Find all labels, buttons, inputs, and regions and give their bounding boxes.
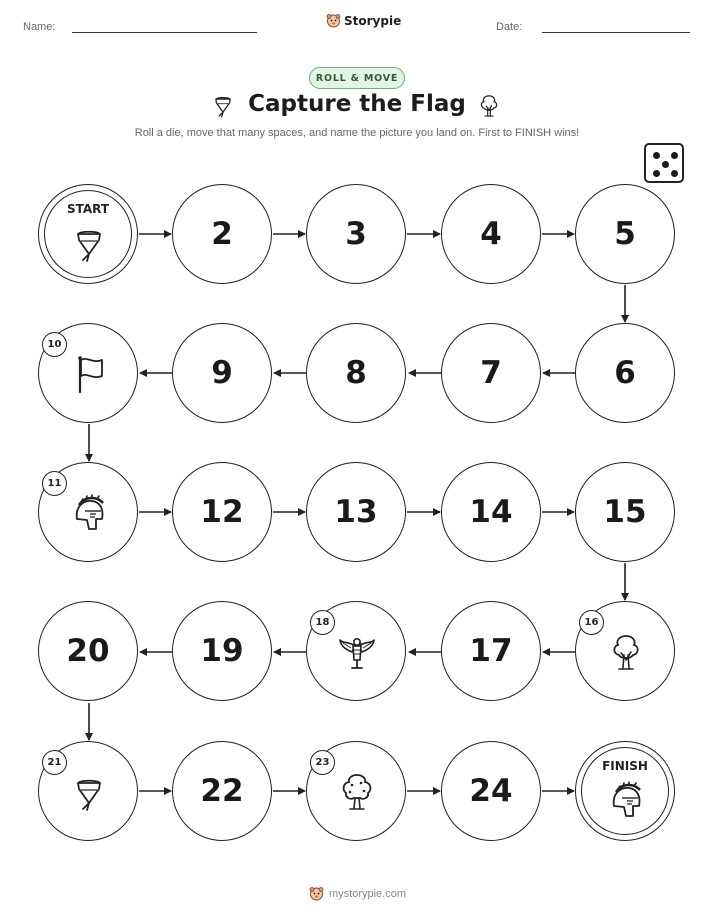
board-space-2[interactable]: [172, 184, 272, 284]
space-number-badge: 23: [310, 750, 335, 775]
footer-site-link[interactable]: mystorypie.com: [329, 887, 407, 900]
space-number: 14: [469, 494, 513, 530]
start-space[interactable]: [38, 184, 138, 284]
board-space-5[interactable]: [575, 184, 675, 284]
board-space-10[interactable]: [38, 323, 138, 423]
finish-label: FINISH: [602, 759, 648, 773]
page-title: Capture the Flag: [248, 91, 466, 117]
board-space-4[interactable]: [441, 184, 541, 284]
board-space-17[interactable]: [441, 601, 541, 701]
space-number: 4: [480, 216, 502, 252]
space-number: 13: [334, 494, 378, 530]
board-space-22[interactable]: [172, 741, 272, 841]
board-space-21[interactable]: [38, 741, 138, 841]
helmet-icon: [69, 493, 109, 533]
space-number: 7: [480, 355, 502, 391]
board-space-24[interactable]: [441, 741, 541, 841]
board-space-3[interactable]: [306, 184, 406, 284]
flag-icon: [69, 354, 109, 394]
space-number: 8: [345, 355, 367, 391]
space-number-badge: 18: [310, 610, 335, 635]
space-number: 2: [211, 216, 233, 252]
board-space-19[interactable]: [172, 601, 272, 701]
tree-icon: [337, 772, 377, 812]
space-number: 15: [603, 494, 647, 530]
name-label: Name:: [23, 21, 56, 33]
space-number-badge: 10: [42, 332, 67, 357]
bandana-icon: [69, 772, 109, 812]
footer: [309, 886, 406, 901]
board-space-9[interactable]: [172, 323, 272, 423]
board-space-16[interactable]: [575, 601, 675, 701]
space-number: 24: [469, 773, 513, 809]
board-space-23[interactable]: [306, 741, 406, 841]
board-space-14[interactable]: [441, 462, 541, 562]
space-number: 22: [200, 773, 244, 809]
finish-space[interactable]: [575, 741, 675, 841]
space-number-badge: 16: [579, 610, 604, 635]
board-space-18[interactable]: [306, 601, 406, 701]
space-number: 3: [345, 216, 367, 252]
space-number: 17: [469, 633, 513, 669]
space-number-badge: 21: [42, 750, 67, 775]
space-number-badge: 11: [42, 471, 67, 496]
date-label: Date:: [496, 21, 523, 33]
board-space-12[interactable]: [172, 462, 272, 562]
board-space-13[interactable]: [306, 462, 406, 562]
board-space-8[interactable]: [306, 323, 406, 423]
board-space-15[interactable]: [575, 462, 675, 562]
brand-name: Storypie: [344, 13, 402, 28]
space-number: 12: [200, 494, 244, 530]
board-space-6[interactable]: [575, 323, 675, 423]
space-number: 6: [614, 355, 636, 391]
instructions-text: Roll a die, move that many spaces, and name the picture you land on. First to FINISH wins!: [134, 127, 580, 139]
tree-icon: [606, 632, 646, 672]
space-number: 19: [200, 633, 244, 669]
storypie-mascot-icon: [309, 886, 324, 901]
space-number: 5: [614, 216, 636, 252]
board-space-7[interactable]: [441, 323, 541, 423]
activity-type-badge: ROLL & MOVE: [309, 67, 405, 89]
board-space-20[interactable]: [38, 601, 138, 701]
eagle-icon: [337, 632, 377, 672]
space-number: 20: [66, 633, 110, 669]
helmet-icon: [606, 780, 646, 820]
space-number: 9: [211, 355, 233, 391]
start-label: START: [66, 202, 110, 216]
board-space-11[interactable]: [38, 462, 138, 562]
bandana-icon: [69, 223, 109, 263]
